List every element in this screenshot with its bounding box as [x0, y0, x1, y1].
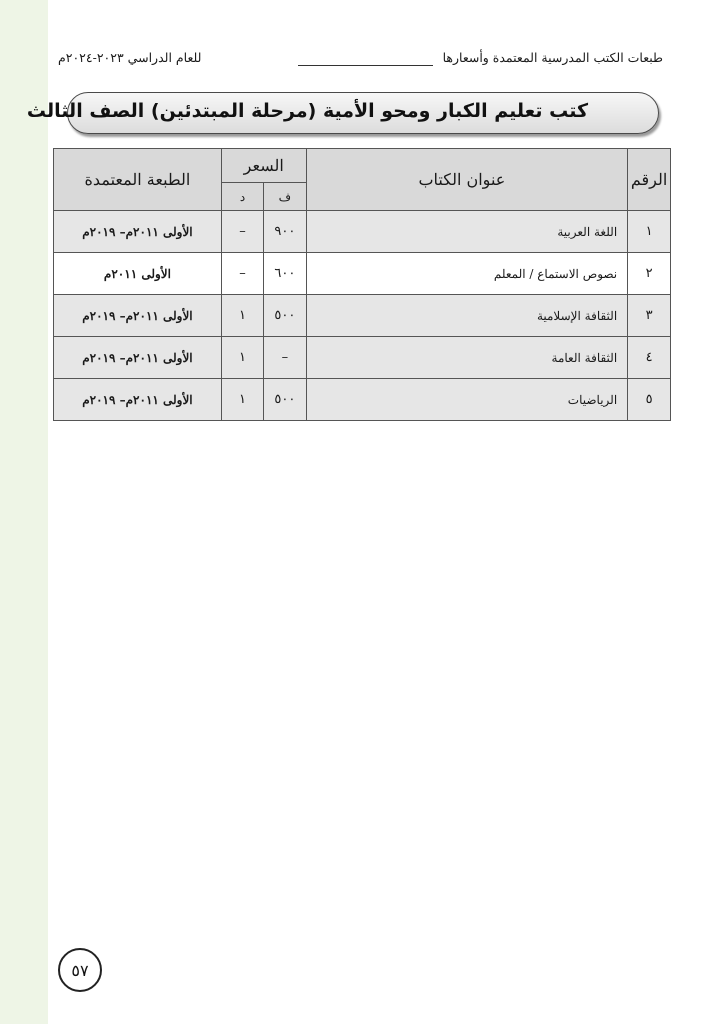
header-rule	[298, 65, 433, 66]
header-year: للعام الدراسي ٢٠٢٣-٢٠٢٤م	[58, 50, 202, 65]
row-number: ٤	[628, 337, 671, 379]
header-price-d: د	[221, 183, 263, 211]
row-edition: الأولى ٢٠١١م– ٢٠١٩م	[54, 337, 222, 379]
row-price-f: –	[264, 337, 307, 379]
row-edition: الأولى ٢٠١١م– ٢٠١٩م	[54, 379, 222, 421]
header-number: الرقم	[628, 149, 671, 211]
row-price-f: ٥٠٠	[264, 295, 307, 337]
side-margin-strip	[0, 0, 48, 1024]
row-book-title: الثقافة العامة	[306, 337, 628, 379]
section-title: كتب تعليم الكبار ومحو الأمية (مرحلة المبتدئين) الصف الثالث	[26, 100, 588, 122]
row-edition: الأولى ٢٠١١م– ٢٠١٩م	[54, 211, 222, 253]
header-edition: الطبعة المعتمدة	[54, 149, 222, 211]
row-number: ٢	[628, 253, 671, 295]
row-price-f: ٦٠٠	[264, 253, 307, 295]
header-book-title: عنوان الكتاب	[306, 149, 628, 211]
table-row	[54, 211, 671, 253]
row-price-d: –	[221, 211, 263, 253]
row-book-title: الثقافة الإسلامية	[306, 295, 628, 337]
table-row	[54, 379, 671, 421]
header-price-f: ف	[264, 183, 307, 211]
row-number: ٥	[628, 379, 671, 421]
row-price-d: ١	[221, 295, 263, 337]
row-price-f: ٩٠٠	[264, 211, 307, 253]
table-row	[54, 337, 671, 379]
books-table	[53, 148, 671, 421]
header-price: السعر	[221, 149, 306, 183]
table-row	[54, 295, 671, 337]
row-edition: الأولى ٢٠١١م– ٢٠١٩م	[54, 295, 222, 337]
page-number: ٥٧	[58, 948, 102, 992]
row-book-title: نصوص الاستماع / المعلم	[306, 253, 628, 295]
row-book-title: الرياضيات	[306, 379, 628, 421]
row-number: ١	[628, 211, 671, 253]
page-header	[58, 50, 663, 74]
row-edition: الأولى ٢٠١١م	[54, 253, 222, 295]
row-book-title: اللغة العربية	[306, 211, 628, 253]
row-price-d: ١	[221, 379, 263, 421]
row-price-d: –	[221, 253, 263, 295]
table-row	[54, 253, 671, 295]
row-price-d: ١	[221, 337, 263, 379]
row-price-f: ٥٠٠	[264, 379, 307, 421]
row-number: ٣	[628, 295, 671, 337]
header-title: طبعات الكتب المدرسية المعتمدة وأسعارها	[442, 50, 663, 65]
section-title-banner	[26, 92, 659, 134]
